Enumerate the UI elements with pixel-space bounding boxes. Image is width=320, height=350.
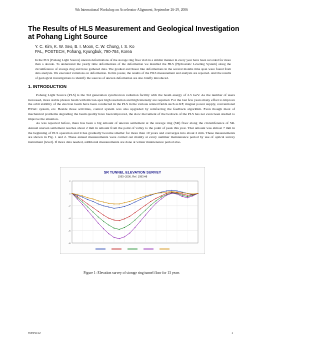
data-point: [166, 190, 167, 191]
data-point: [129, 204, 130, 205]
data-point: [77, 194, 78, 195]
data-point: [145, 197, 146, 198]
data-point: [145, 215, 146, 216]
footer-paper-id: WEPO12: [28, 331, 41, 335]
figure-caption: Figure 1: Elevation survey of storage ring tunnel floor for 13 years: [83, 271, 180, 275]
data-point: [119, 229, 120, 230]
data-point: [140, 197, 141, 198]
data-point: [198, 193, 199, 194]
data-point: [82, 197, 83, 198]
data-point: [161, 197, 162, 198]
data-point: [171, 190, 172, 191]
data-point: [140, 215, 141, 216]
data-point: [166, 192, 167, 193]
data-point: [108, 218, 109, 219]
chart-subtitle: 1993~2006, Ref. 1993 #8: [117, 175, 148, 179]
data-point: [82, 200, 83, 201]
data-point: [87, 203, 88, 204]
y-tick-label: -8: [68, 242, 71, 245]
chart-title: SR TUNNEL ELEVATION SURVEY: [103, 170, 162, 175]
data-point: [93, 199, 94, 200]
data-point: [114, 228, 115, 229]
data-point: [103, 202, 104, 203]
data-point: [166, 195, 167, 196]
data-point: [135, 202, 136, 203]
data-point: [135, 212, 136, 213]
data-point: [150, 194, 151, 195]
data-point: [150, 208, 151, 209]
data-point: [87, 207, 88, 208]
author-block: [35, 44, 235, 54]
data-point: [182, 192, 183, 193]
data-point: [140, 208, 141, 209]
data-point: [108, 225, 109, 226]
data-point: [103, 215, 104, 216]
data-point: [161, 199, 162, 200]
data-point: [187, 193, 188, 194]
data-point: [114, 208, 115, 209]
y-tick-label: -2: [68, 205, 71, 208]
data-point: [124, 206, 125, 207]
data-point: [103, 221, 104, 222]
data-point: [171, 193, 172, 194]
data-point: [182, 196, 183, 197]
data-point: [145, 205, 146, 206]
author-names: Y. C. Kim, K. W. Seo, B. I. Moon, C. W. Chung, I. S. Ko: [35, 44, 135, 49]
data-point: [150, 201, 151, 202]
data-point: [135, 199, 136, 200]
figure-1: [60, 167, 205, 254]
data-point: [177, 194, 178, 195]
data-point: [93, 201, 94, 202]
data-point: [108, 207, 109, 208]
data-point: [129, 216, 130, 217]
y-tick-label: -4: [68, 218, 71, 221]
abstract: In the PLS (Pohang Light Source) uneven deformations of the storage ring floor slab in a similar manner in every year have been recorded for more than a decade. To understand the yearly time deformations of the deformation we installed the HLS (Hydrostatic Leveling System) along the circumference of storage ring and have gathered data. The gradual and linear like deformations in the several months time span were found from data analysis. We executed variations on deformation. In this poster, the results of the HLS measurement and analysis are reported. And the results of geological investigations to identify the sources of uneven deformation are also briefly introduced.: [35, 58, 231, 80]
data-point: [108, 233, 109, 234]
data-point: [166, 193, 167, 194]
data-point: [119, 203, 120, 204]
data-point: [150, 205, 151, 206]
data-point: [124, 227, 125, 228]
elevation-chart: [60, 167, 205, 254]
data-point: [182, 195, 183, 196]
data-point: [98, 203, 99, 204]
data-point: [129, 233, 130, 234]
data-point: [156, 193, 157, 194]
data-point: [124, 236, 125, 237]
data-point: [87, 210, 88, 211]
data-point: [135, 227, 136, 228]
data-point: [119, 238, 120, 239]
data-point: [177, 190, 178, 191]
data-point: [145, 210, 146, 211]
data-point: [140, 221, 141, 222]
data-point: [72, 193, 73, 194]
paragraph: Pohang Light Source (PLS) is the 3rd generation synchrotron radiation facility with the beam energy of 2.5 GeV. As the number of users increased, more stable photon beam with micron-spot high resolution and high intensity are required. For the last few years many effort to improve the orbit stability of the electron beam have been conducted in the PLS in the various related fields such as RF, magnet power supply, conventional HVAC system, etc. Beside those activities, control system was also upgraded by reinforcing the feedback algorithm. Even though most of mechanical problems degrading the beam quality have been improved, the slow movement of the bedrock of the PLS has not even been studied to improve the situation.: [28, 93, 235, 121]
introduction-body: [28, 93, 235, 145]
data-point: [114, 203, 115, 204]
data-point: [77, 199, 78, 200]
data-point: [98, 200, 99, 201]
data-point: [156, 200, 157, 201]
data-point: [161, 195, 162, 196]
data-point: [103, 228, 104, 229]
data-point: [129, 201, 130, 202]
data-point: [82, 202, 83, 203]
data-point: [82, 195, 83, 196]
data-point: [129, 224, 130, 225]
data-point: [98, 217, 99, 218]
data-point: [145, 195, 146, 196]
data-point: [140, 199, 141, 200]
data-point: [119, 220, 120, 221]
data-point: [135, 220, 136, 221]
data-point: [192, 194, 193, 195]
data-point: [82, 204, 83, 205]
data-point: [124, 218, 125, 219]
data-point: [156, 203, 157, 204]
data-point: [187, 196, 188, 197]
y-tick-label: -6: [68, 230, 71, 233]
section-heading-introduction: 1. INTRODUCTION: [28, 84, 67, 89]
data-point: [77, 196, 78, 197]
author-affiliation: PAL, POSTECH, Pohang, Kyungbuk, 790-784, Korea: [35, 49, 132, 55]
data-point: [114, 220, 115, 221]
data-point: [98, 211, 99, 212]
data-point: [103, 205, 104, 206]
data-point: [177, 192, 178, 193]
data-point: [124, 202, 125, 203]
conference-header: 9th International Workshop on Accelerator Alignment, September 26-29, 2006: [75, 8, 188, 12]
data-point: [93, 217, 94, 218]
data-point: [108, 203, 109, 204]
data-point: [77, 197, 78, 198]
data-point: [171, 191, 172, 192]
data-point: [93, 207, 94, 208]
data-point: [187, 197, 188, 198]
footer-page-number: 1: [231, 331, 233, 335]
paragraph: As was reported before, there has been a big amount of uneven settlement at the storage ring (SR) floor along the circumference of SR. Annual uneven settlement reaches about 2 mm in amount from the point of valley to the point of peak this year. That amount was almost 7 mm in the beginning of PLS operation and it has gradually become smaller for more than 10 years and converges into about 2 mm. These measurements are shown in Fig. 1 and 2. These annual measurements were carried out mainly at every summer maintenance period by use of optical survey instrument (level). If more data needed, additional measurements are done at winter maintenance period also.: [28, 121, 235, 145]
data-point: [87, 199, 88, 200]
data-point: [87, 197, 88, 198]
data-point: [119, 207, 120, 208]
data-point: [182, 194, 183, 195]
data-point: [93, 212, 94, 213]
y-tick-label: 0: [69, 193, 71, 196]
paper-title: The Results of HLS Measurement and Geological Investigation at Pohang Light Source: [28, 25, 240, 42]
y-tick-label: 2: [69, 180, 71, 183]
data-point: [156, 198, 157, 199]
data-point: [114, 237, 115, 238]
data-point: [98, 223, 99, 224]
data-point: [187, 195, 188, 196]
data-point: [161, 192, 162, 193]
data-point: [192, 195, 193, 196]
